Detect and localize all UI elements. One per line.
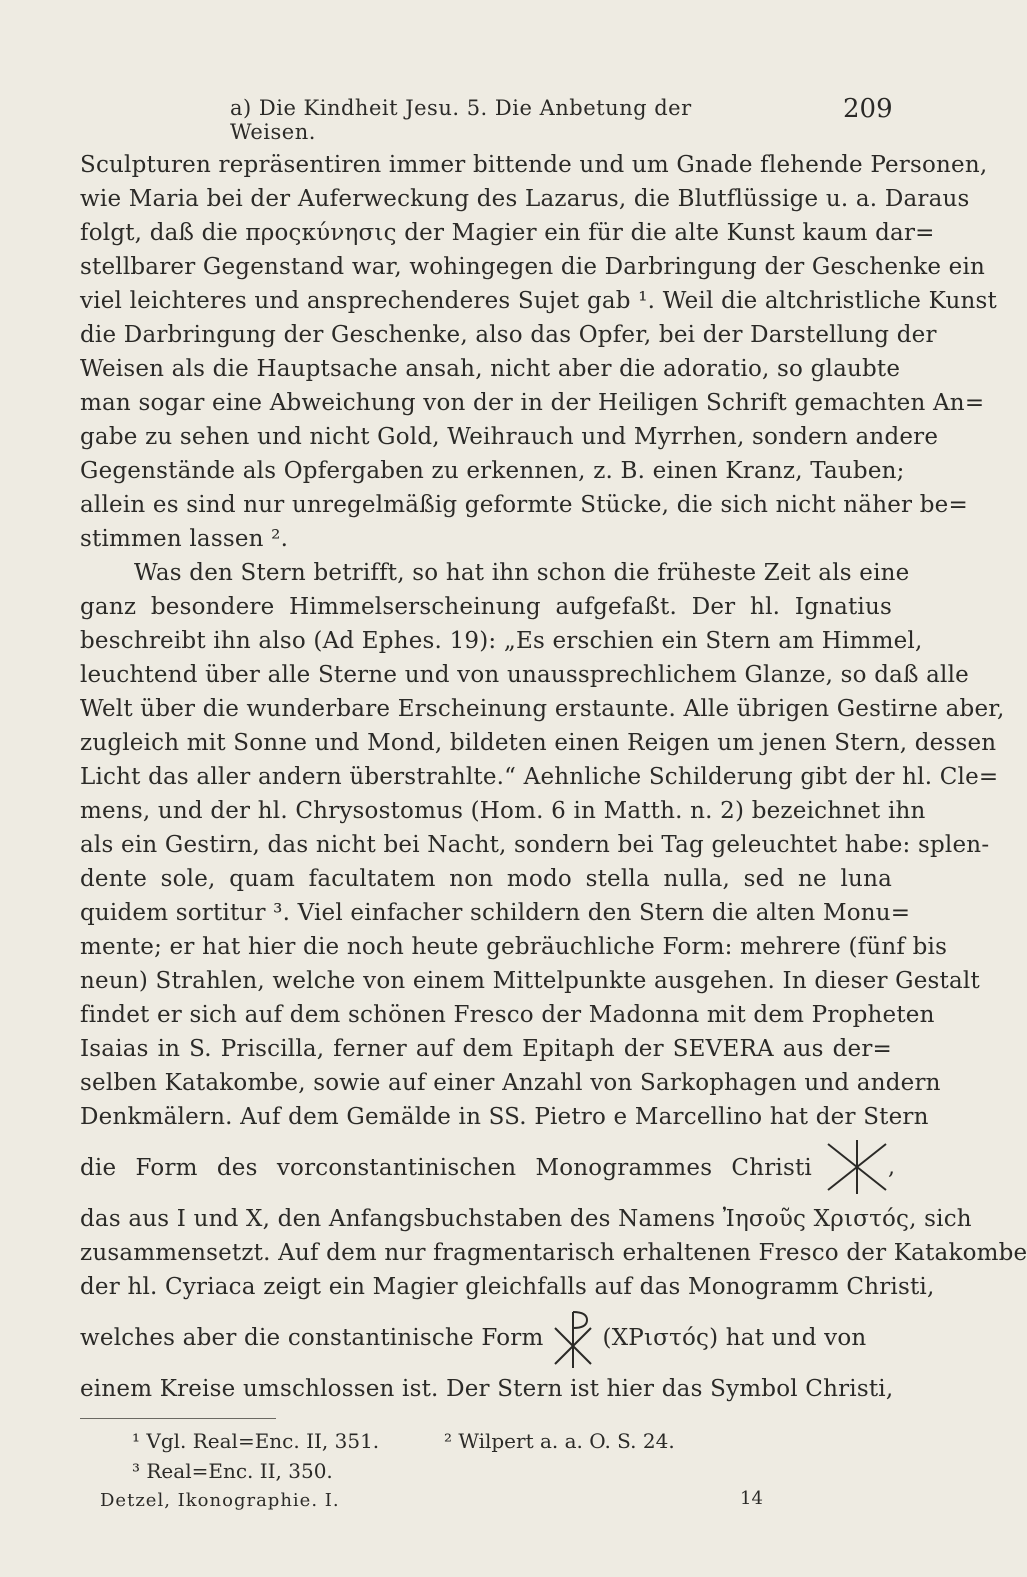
text-line: Welt über die wunderbare Erscheinung erstaunte. Alle übrigen Gestirne aber, xyxy=(80,696,1005,722)
chi-rho-line-pre: welches aber die constantinische Form xyxy=(80,1325,544,1351)
text-line: beschreibt ihn also (Ad Ephes. 19): „Es erschien ein Stern am Himmel, xyxy=(80,628,923,654)
text-line: die Darbringung der Geschenke, also das Opfer, bei der Darstellung der xyxy=(80,322,937,348)
text-line: neun) Strahlen, welche von einem Mittelpunkte ausgehen. In dieser Gestalt xyxy=(80,968,980,994)
footnote-2: ² Wilpert a. a. O. S. 24. xyxy=(444,1429,675,1453)
text-line: man sogar eine Abweichung von der in der Heiligen Schrift gemachten An= xyxy=(80,390,985,416)
text-line: wie Maria bei der Auferweckung des Lazarus, die Blutflüssige u. a. Daraus xyxy=(80,186,970,212)
text-line: findet er sich auf dem schönen Fresco der Madonna mit dem Propheten xyxy=(80,1002,935,1028)
text-line: leuchtend über alle Sterne und von unaussprechlichem Glanze, so daß alle xyxy=(80,662,969,688)
text-line: Weisen als die Hauptsache ansah, nicht aber die adoratio, so glaubte xyxy=(80,356,901,382)
text-line: Was den Stern betrifft, so hat ihn schon die früheste Zeit als eine xyxy=(134,560,910,586)
text-line: der hl. Cyriaca zeigt ein Magier gleichfalls auf das Monogramm Christi, xyxy=(80,1274,935,1300)
text-line: mens, und der hl. Chrysostomus (Hom. 6 in Matth. n. 2) bezeichnet ihn xyxy=(80,798,926,824)
text-line: viel leichteres und ansprechenderes Sujet gab ¹. Weil die altchristliche Kunst xyxy=(80,288,997,314)
footnote-divider xyxy=(80,1418,276,1419)
text-line: Licht das aller andern überstrahlte.“ Aehnliche Schilderung gibt der hl. Cle= xyxy=(80,764,999,790)
text-line: Isaias in S. Priscilla, ferner auf dem Epitaph der SEVERA aus der= xyxy=(80,1036,892,1062)
text-line: folgt, daß die προςκύνησις der Magier ein für die alte Kunst kaum dar= xyxy=(80,220,935,246)
text-line: Denkmälern. Auf dem Gemälde in SS. Pietro e Marcellino hat der Stern xyxy=(80,1104,929,1130)
text-line: zugleich mit Sonne und Mond, bildeten einen Reigen um jenen Stern, dessen xyxy=(80,730,997,756)
text-line: gabe zu sehen und nicht Gold, Weihrauch und Myrrhen, sondern andere xyxy=(80,424,939,450)
text-line-monogram xyxy=(80,1134,896,1202)
monogram-line-text: die Form des vorconstantinischen Monogrammes Christi xyxy=(80,1155,812,1181)
text-line: stellbarer Gegenstand war, wohingegen die Darbringung der Geschenke ein xyxy=(80,254,986,280)
footnote-3: ³ Real=Enc. II, 350. xyxy=(132,1459,333,1483)
page-number: 209 xyxy=(843,94,893,124)
running-head: a) Die Kindheit Jesu. 5. Die Anbetung der Weisen. xyxy=(230,96,692,144)
text-line: allein es sind nur unregelmäßig geformte Stücke, die sich nicht näher be= xyxy=(80,492,968,518)
footnote-row xyxy=(132,1426,832,1456)
text-line: das aus I und X, den Anfangsbuchstaben des Namens Ἰησοῦς Χριστός, sich xyxy=(80,1206,972,1232)
text-line: mente; er hat hier die noch heute gebräuchliche Form: mehrere (fünf bis xyxy=(80,934,948,960)
chi-rho-monogram-icon xyxy=(551,1308,595,1370)
text-line: selben Katakombe, sowie auf einer Anzahl von Sarkophagen und andern xyxy=(80,1070,941,1096)
text-line: Gegenstände als Opfergaben zu erkennen, z. B. einen Kranz, Tauben; xyxy=(80,458,905,484)
text-line: als ein Gestirn, das nicht bei Nacht, sondern bei Tag geleuchtet habe: splen- xyxy=(80,832,990,858)
text-line: stimmen lassen ². xyxy=(80,526,289,552)
footnote-1: ¹ Vgl. Real=Enc. II, 351. xyxy=(132,1429,380,1453)
body-text xyxy=(80,148,1027,1406)
iota-chi-monogram-icon xyxy=(822,1136,896,1198)
printer-signature: Detzel, Ikonographie. I. xyxy=(100,1490,340,1511)
text-line: dente sole, quam facultatem non modo stella nulla, sed ne luna xyxy=(80,866,892,892)
text-line: Sculpturen repräsentiren immer bittende und um Gnade flehende Personen, xyxy=(80,152,988,178)
text-line: einem Kreise umschlossen ist. Der Stern ist hier das Symbol Christi, xyxy=(80,1376,894,1402)
text-line: zusammensetzt. Auf dem nur fragmentarisch erhaltenen Fresco der Katakombe xyxy=(80,1240,1027,1266)
signature-mark: 14 xyxy=(740,1488,763,1509)
footnote-row xyxy=(132,1456,832,1486)
text-line-chi-rho xyxy=(80,1304,892,1372)
monogram-comma: , xyxy=(888,1155,896,1180)
footnotes xyxy=(132,1426,832,1486)
text-line: ganz besondere Himmelserscheinung aufgefaßt. Der hl. Ignatius xyxy=(80,594,892,620)
text-line: quidem sortitur ³. Viel einfacher schildern den Stern die alten Monu= xyxy=(80,900,911,926)
chi-rho-line-post: (ΧΡιστός) hat und von xyxy=(602,1325,867,1351)
